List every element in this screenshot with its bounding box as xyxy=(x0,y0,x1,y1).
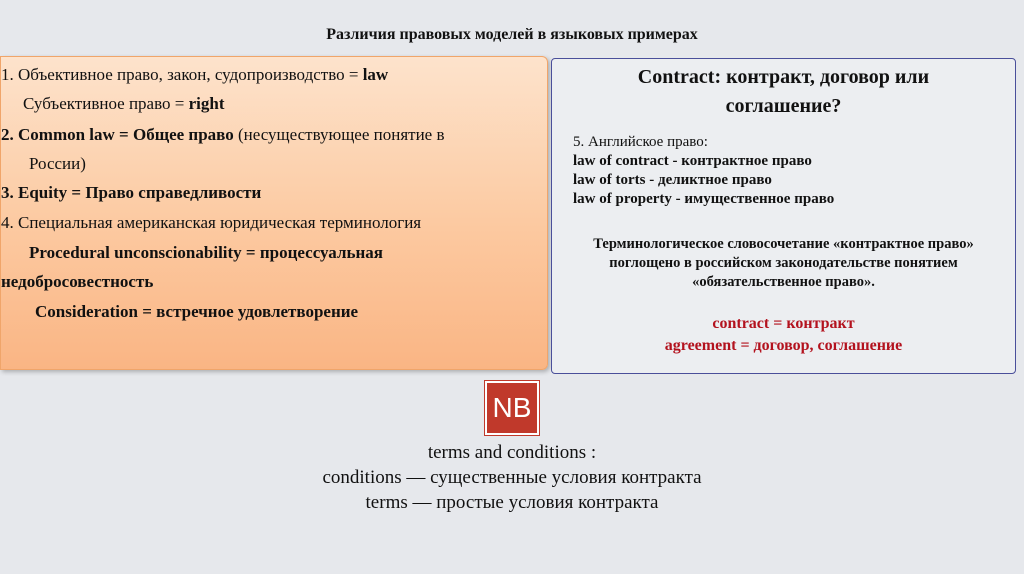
left-line-4: России) xyxy=(29,154,86,173)
left-line-3-text: (несуществующее понятие в xyxy=(233,125,445,144)
right-title-line-1: Contract: контракт, договор или xyxy=(637,66,930,88)
left-line-2-bold: right xyxy=(188,94,225,113)
english-law-heading: 5. Английское право: xyxy=(573,134,708,150)
left-line-3-bold: 2. Common law = Общее право xyxy=(1,125,234,144)
left-line-6: 4. Специальная американская юридическая терминология xyxy=(1,213,422,232)
left-panel xyxy=(0,56,548,370)
left-line-1-text: 1. Объективное право, закон, судопроизводство = xyxy=(1,65,363,84)
left-line-2 xyxy=(23,94,224,114)
english-law-item: law of torts - деликтное право xyxy=(573,172,772,188)
contract-definition: contract = контракт xyxy=(712,315,855,332)
left-line-7: Procedural unconscionability = процессуальная xyxy=(29,243,383,262)
english-law-list xyxy=(573,133,834,209)
left-line-5: 3. Equity = Право справедливости xyxy=(1,183,262,202)
nb-badge: NB xyxy=(485,381,539,435)
terms-line-3: terms — простые условия контракта xyxy=(365,492,659,513)
terminology-note xyxy=(552,235,1015,292)
english-law-item: law of property - имущественное право xyxy=(573,191,835,207)
english-law-item: law of contract - контрактное право xyxy=(573,153,812,169)
left-line-3 xyxy=(1,125,445,145)
terms-line-2: conditions — существенные условия контракта xyxy=(322,467,702,488)
terminology-line-1: Терминологическое словосочетание «контрактное право» xyxy=(593,236,974,252)
left-line-2-text: Субъективное право = xyxy=(23,94,189,113)
slide-title: Различия правовых моделей в языковых примерах xyxy=(326,26,698,43)
contract-definitions xyxy=(552,313,1015,357)
left-line-8: недобросовестность xyxy=(1,272,154,291)
agreement-definition: agreement = договор, соглашение xyxy=(664,337,903,354)
right-panel xyxy=(551,58,1016,374)
left-line-1-bold: law xyxy=(362,65,389,84)
terminology-line-3: «обязательственное право». xyxy=(692,274,875,290)
terminology-line-2: поглощено в российском законодательстве понятием xyxy=(609,255,958,271)
left-line-9: Consideration = встречное удовлетворение xyxy=(35,302,359,321)
terms-and-conditions xyxy=(0,440,1024,515)
left-line-1 xyxy=(1,65,388,85)
right-title-line-2: соглашение? xyxy=(725,95,842,117)
terms-line-1: terms and conditions : xyxy=(427,442,597,463)
